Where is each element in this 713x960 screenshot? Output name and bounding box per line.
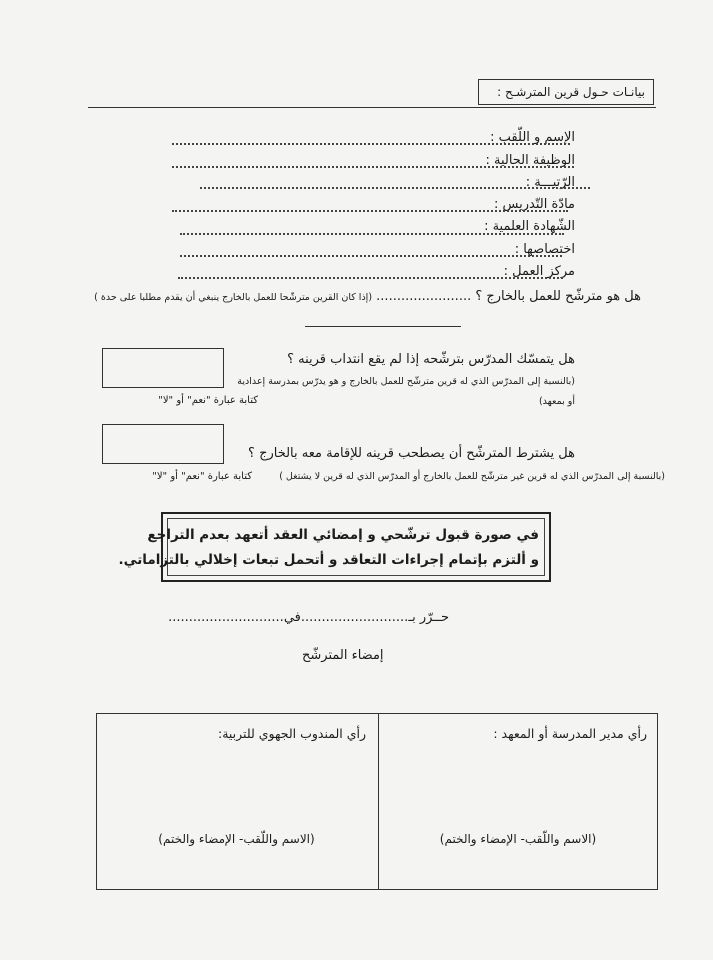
question-abroad-text: هل هو مترشّح للعمل بالخارج ؟ [475, 289, 641, 304]
question-insist-note-2: أو بمعهد) [538, 396, 575, 407]
header-divider [88, 107, 656, 108]
question-abroad-answer-dots[interactable]: ....................... [376, 289, 472, 304]
question-abroad [94, 289, 641, 304]
field-label-name: الإسم و اللّقب : [490, 130, 575, 145]
done-at-line [168, 610, 449, 625]
question-insist-text: هل يتمسّك المدرّس بترشّحه إذا لم يقع انتداب قرينه ؟ [287, 352, 575, 367]
field-label-workplace: مركز العمل : [503, 264, 575, 279]
field-label-specialty: اختصاصها : [514, 242, 575, 257]
mid-divider [305, 326, 461, 327]
section-title: بيانـات حـول قرين المترشـح : [497, 85, 645, 99]
field-input-current-job[interactable] [172, 166, 574, 168]
field-input-name[interactable] [172, 143, 570, 145]
director-opinion-cell[interactable] [378, 714, 657, 889]
delegate-opinion-title: رأي المندوب الجهوي للتربية: [218, 726, 366, 741]
commitment-line-2: و ألتزم بإتمام إجراءات التعاقد و أتحمل تبعات إخلالي بالتزاماتي. [118, 552, 539, 568]
question-insist-note-1: (بالنسبة إلى المدرّس الذي له قرين مترشّح للعمل بالخارج و هو يدرّس بمدرسة إعدادية [237, 376, 575, 387]
answer-hint-accompany: كتابة عبارة "نعم" أو "لا" [152, 471, 252, 482]
done-at-label: حــرّر بـ [408, 610, 449, 625]
field-input-specialty[interactable] [180, 255, 562, 257]
candidate-signature-label: إمضاء المترشّح [302, 648, 384, 663]
section-title-box [478, 79, 654, 105]
commitment-box [118, 512, 551, 582]
commitment-line-1: في صورة قبول ترشّحي و إمضائي العقد أتعهد بعدم التراجع [147, 527, 539, 543]
field-input-workplace[interactable] [178, 277, 563, 279]
answer-box-insist[interactable] [102, 348, 224, 388]
done-at-in-label: في [283, 610, 301, 625]
field-label-current-job: الوظيفة الحالية : [485, 153, 575, 168]
delegate-signature-hint: (الاسم واللّقب- الإمضاء والختم) [158, 832, 315, 846]
done-at-place-dots[interactable]: .......................... [300, 610, 409, 625]
field-label-rank: الرّتبـــة : [525, 175, 575, 190]
question-accompany-text: هل يشترط المترشّح أن يصطحب قرينه للإقامة معه بالخارج ؟ [248, 446, 575, 461]
field-label-subject: مادّة التّدريس : [494, 197, 575, 212]
answer-box-accompany[interactable] [102, 424, 224, 464]
question-accompany-note: (بالنسبة إلى المدرّس الذي له قرين غير مترشّح للعمل بالخارج أو المدرّس الذي له قرين لا يشتغل ) [279, 471, 665, 482]
question-abroad-note: (إذا كان القرين مترشّحا للعمل بالخارج ينبغي أن يقدم مطلبا على حدة ) [94, 292, 373, 303]
done-at-date-dots[interactable]: ............................ [168, 610, 284, 625]
delegate-opinion-cell[interactable] [97, 714, 376, 889]
director-signature-hint: (الاسم واللّقب- الإمضاء والختم) [439, 832, 597, 846]
opinions-table [96, 713, 658, 890]
field-input-subject[interactable] [172, 210, 568, 212]
director-opinion-title: رأي مدير المدرسة أو المعهد : [493, 726, 647, 741]
field-input-degree[interactable] [180, 233, 564, 235]
answer-hint-insist: كتابة عبارة "نعم" أو "لا" [158, 395, 258, 406]
field-input-rank[interactable] [200, 187, 590, 189]
field-label-degree: الشّهادة العلمية : [484, 219, 575, 234]
